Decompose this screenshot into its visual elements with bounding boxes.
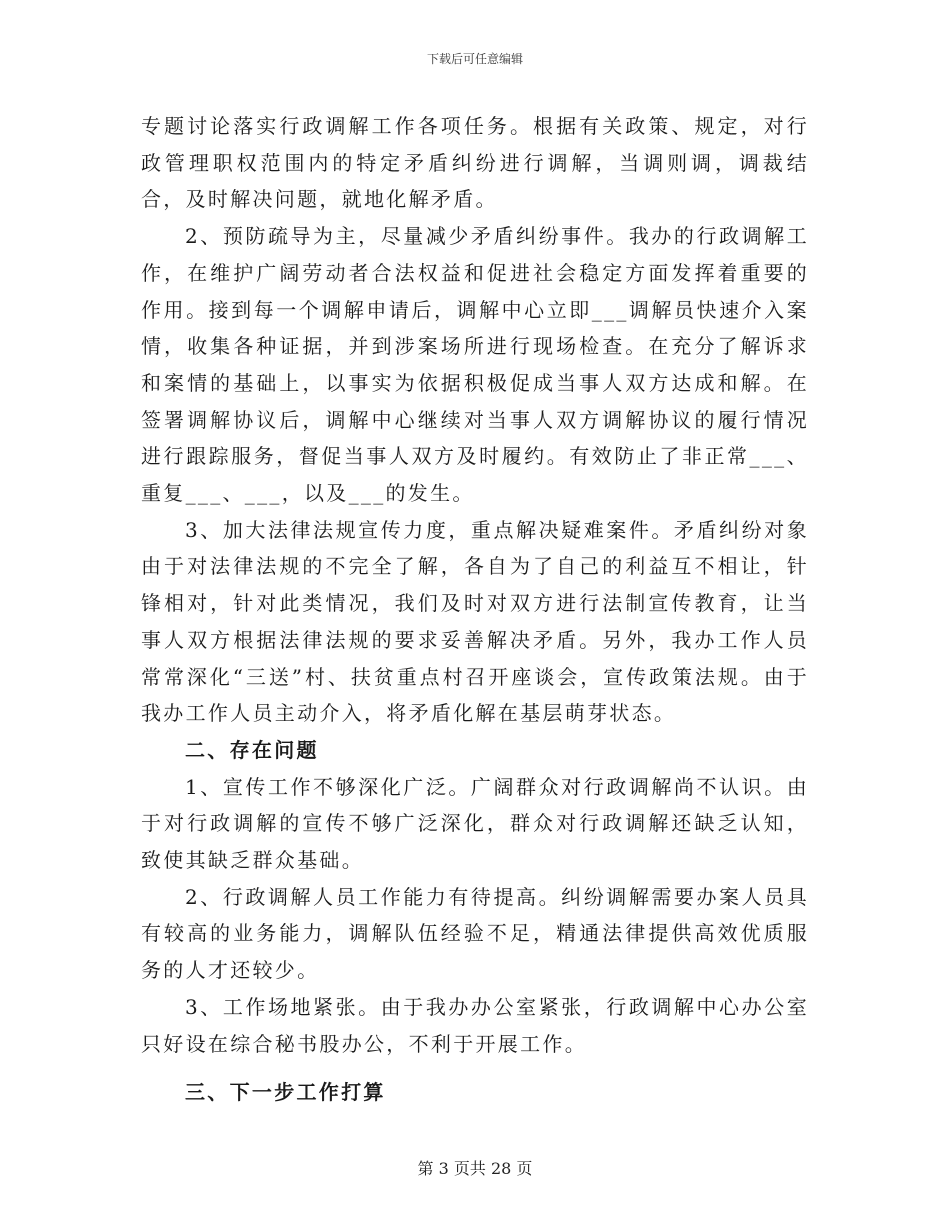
- section-heading-problems: 二、存在问题: [185, 737, 319, 762]
- paragraph-continuation: 专题讨论落实行政调解工作各项任务。根据有关政策、规定，对行政管理职权范围内的特定矛盾纠纷进行调解，当调则调，调裁结合，及时解决问题，就地化解矛盾。: [141, 114, 809, 212]
- paragraph-problem-2: 2、行政调解人员工作能力有待提高。纠纷调解需要办案人员具有较高的业务能力，调解队伍经验不足，精通法律提供高效优质服务的人才还较少。: [141, 884, 809, 983]
- page-header: 下载后可任意编辑: [426, 52, 523, 66]
- paragraph-item-3: 3、加大法律法规宣传力度，重点解决疑难案件。矛盾纠纷对象由于对法律法规的不完全了解，各自为了自己的利益互不相让，针锋相对，针对此类情况，我们及时对双方进行法制宣传教育，让当事人双方根据法律法规的要求妥善解决矛盾。另外，我办工作人员常常深化“三送”村、扶贫重点村召开座谈会，宣传政策法规。由于我办工作人员主动介入，将矛盾化解在基层萌芽状态。: [141, 517, 809, 726]
- page-number-footer: 第 3 页共 28 页: [417, 1159, 533, 1178]
- paragraph-item-2: 2、预防疏导为主，尽量减少矛盾纠纷事件。我办的行政调解工作，在维护广阔劳动者合法权益和促进社会稳定方面发挥着重要的作用。接到每一个调解申请后，调解中心立即___调解员快速介入案情，收集各种证据，并到涉案场所进行现场检查。在充分了解诉求和案情的基础上，以事实为依据积极促成当事人双方达成和解。在签署调解协议后，调解中心继续对当事人双方调解协议的履行情况进行跟踪服务，督促当事人双方及时履约。有效防止了非正常___、重复___、___，以及___的发生。: [141, 224, 809, 506]
- section-heading-next-steps: 三、下一步工作打算: [185, 1080, 386, 1105]
- document-body: [141, 108, 809, 1111]
- paragraph-problem-3: 3、工作场地紧张。由于我办办公室紧张，行政调解中心办公室只好设在综合秘书股办公，不利于开展工作。: [141, 994, 809, 1056]
- paragraph-problem-1: 1、宣传工作不够深化广泛。广阔群众对行政调解尚不认识。由于对行政调解的宣传不够广泛深化，群众对行政调解还缺乏认知，致使其缺乏群众基础。: [141, 774, 809, 873]
